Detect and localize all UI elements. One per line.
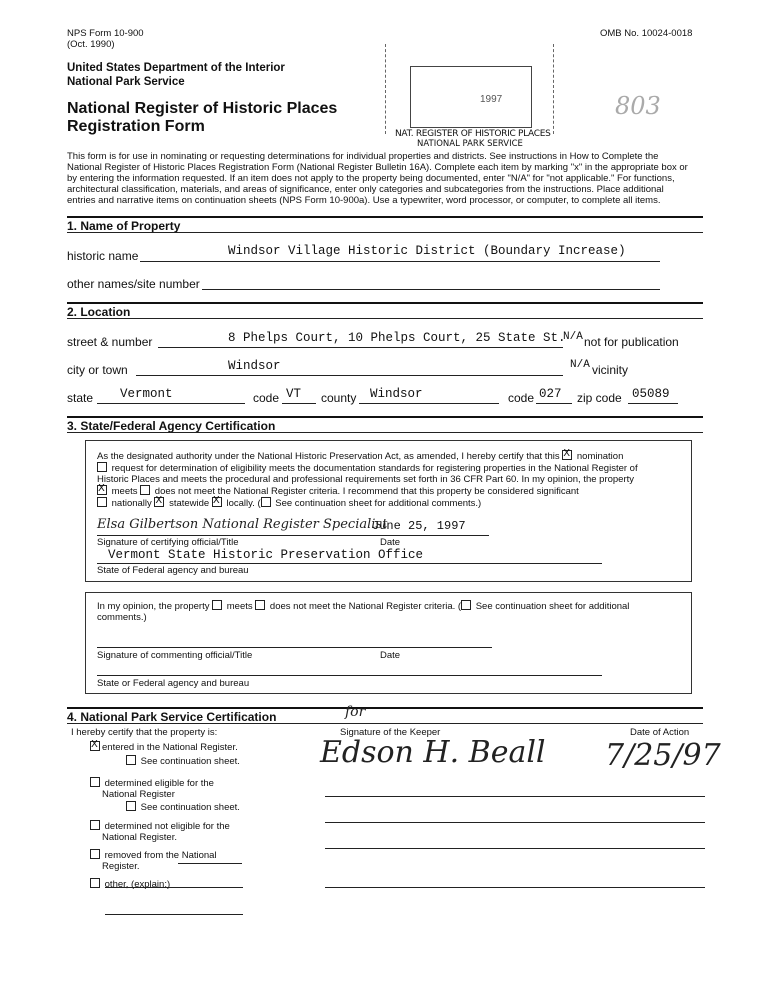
section-2-heading: 2. Location <box>67 305 131 319</box>
eligible-continuation-checkbox[interactable] <box>126 801 136 811</box>
opinion-does-not-meet-checkbox[interactable] <box>255 600 265 610</box>
nfp-value[interactable]: N/A <box>563 331 583 343</box>
meets-checkbox[interactable] <box>97 485 107 495</box>
certify-text: I hereby certify that the property is: <box>71 727 218 738</box>
nps-options: Xentered in the National Register. See continuation sheet. determined eligible for the National Register See continuation sheet. determined not eligible for the National Register. removed from the National Register. other, (explain:) <box>90 741 240 890</box>
county-code-label: code <box>508 391 535 405</box>
form-subtitle: Registration Form <box>67 118 205 135</box>
state-code-label: code <box>253 391 280 405</box>
zip-label: zip code <box>577 391 622 405</box>
certifying-date[interactable]: June 25, 1997 <box>372 519 466 533</box>
date-of-action-label: Date of Action <box>630 727 690 738</box>
street-label: street & number <box>67 335 153 349</box>
vicinity-label: vicinity <box>592 363 629 377</box>
street-field[interactable]: 8 Phelps Court, 10 Phelps Court, 25 State St. <box>228 331 566 345</box>
handwritten-number: 803 <box>615 92 661 120</box>
action-date[interactable]: 7/25/97 <box>605 738 721 773</box>
state-label: state <box>67 391 94 405</box>
department: United States Department of the Interior <box>67 62 285 74</box>
continuation-checkbox[interactable] <box>261 497 271 507</box>
keeper-signature[interactable]: Edson H. Beall <box>320 735 546 770</box>
nfp-label: not for publication <box>584 335 679 349</box>
vicinity-value[interactable]: N/A <box>570 359 590 371</box>
county-code-field[interactable]: 027 <box>539 387 562 401</box>
removed-checkbox[interactable] <box>90 849 100 859</box>
county-label: county <box>321 391 357 405</box>
stamp-date: 1997 <box>480 94 503 105</box>
stamp-service: NATIONAL PARK SERVICE <box>417 139 523 149</box>
opinion-meets-checkbox[interactable] <box>212 600 222 610</box>
stamp-register: NAT. REGISTER OF HISTORIC PLACES <box>395 129 551 139</box>
nationally-checkbox[interactable] <box>97 497 107 507</box>
eligibility-checkbox[interactable] <box>97 462 107 472</box>
omb-number: OMB No. 10024-0018 <box>600 28 693 39</box>
other-checkbox[interactable] <box>90 878 100 888</box>
for-annotation: for <box>345 704 366 720</box>
does-not-meet-checkbox[interactable] <box>140 485 150 495</box>
agency-label: State of Federal agency and bureau <box>97 565 249 576</box>
form-date: (Oct. 1990) <box>67 39 115 50</box>
comment-agency-label: State or Federal agency and bureau <box>97 678 250 689</box>
entered-continuation-checkbox[interactable] <box>126 755 136 765</box>
opinion-text: In my opinion, the property meets does not meet the National Register criteria. ( See continuation sheet for additional comments.) <box>97 601 630 623</box>
keeper-label: Signature of the Keeper <box>340 727 441 738</box>
other-names-label: other names/site number <box>67 277 200 291</box>
date-label: Date <box>380 537 401 548</box>
state-field[interactable]: Vermont <box>120 387 173 401</box>
received-stamp <box>385 44 555 154</box>
statewide-checkbox[interactable] <box>154 497 164 507</box>
form-number: NPS Form 10-900 <box>67 28 144 39</box>
service: National Park Service <box>67 76 185 88</box>
opinion-continuation-checkbox[interactable] <box>461 600 471 610</box>
certifying-signature[interactable]: Elsa Gilbertson National Register Specialist <box>97 517 388 532</box>
nomination-checkbox[interactable] <box>562 450 572 460</box>
section-1-heading: 1. Name of Property <box>67 219 181 233</box>
state-code-field[interactable]: VT <box>286 387 302 401</box>
comment-date-label: Date <box>380 650 401 661</box>
historic-name-field[interactable]: Windsor Village Historic District (Boundary Increase) <box>228 244 626 258</box>
city-field[interactable]: Windsor <box>228 359 281 373</box>
instructions: This form is for use in nominating or requesting determinations for individual properties and districts. See instructions in How to Complete the National Register of Historic Places Registration Form (National Register Bulletin 16A). Complete each item by marking "x" in the appropriate box or by entering the information requested. If an item does not apply to the property being documented, enter "N/A" for "not applicable." For functions, architectural classification, materials, and areas of significance, enter only categories and subcategories from the instructions. Place additional entries and narrative items on continuation sheets (NPS Form 10-900a). Use a typewriter, word processor, or computer, to complete all items. <box>67 151 688 206</box>
section-4-heading: 4. National Park Service Certification <box>67 710 277 724</box>
agency-field[interactable]: Vermont State Historic Preservation Office <box>108 548 424 562</box>
not-eligible-checkbox[interactable] <box>90 820 100 830</box>
county-field[interactable]: Windsor <box>370 387 423 401</box>
eligible-checkbox[interactable] <box>90 777 100 787</box>
certification-text: As the designated authority under the National Historic Preservation Act, as amended, I hereby certify that this X nomination request for determination of eligibility meets the documentation standards for registering properties in the National Register of Historic Places and meets the procedural and professional requirements set forth in 36 CFR Part 60. In my opinion, the property X meets does not meet the National Register criteria. I recommend that this property be considered significant nationally X statewide X locally. ( See continuation sheet for additional comments.) <box>97 450 687 509</box>
city-label: city or town <box>67 363 128 377</box>
zip-field[interactable]: 05089 <box>632 387 670 401</box>
locally-checkbox[interactable] <box>212 497 222 507</box>
form-title: National Register of Historic Places <box>67 100 338 117</box>
entered-checkbox[interactable] <box>90 741 100 751</box>
comment-signature-label: Signature of commenting official/Title <box>97 650 253 661</box>
historic-name-label: historic name <box>67 249 139 263</box>
signature-label: Signature of certifying official/Title <box>97 537 239 548</box>
section-3-heading: 3. State/Federal Agency Certification <box>67 419 276 433</box>
